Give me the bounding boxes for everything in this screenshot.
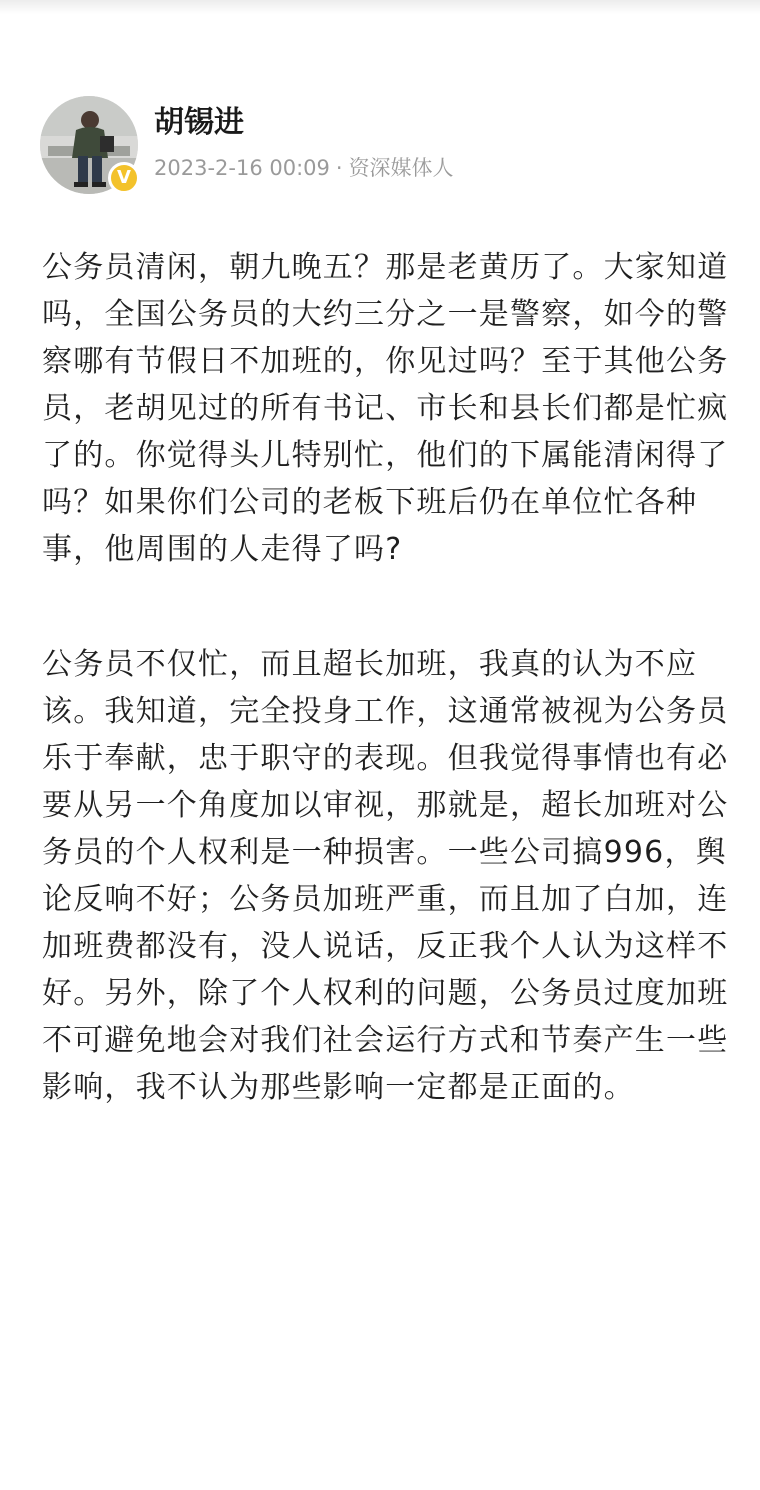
- author-name[interactable]: 胡锡进: [154, 105, 244, 140]
- post-body: [42, 244, 732, 1111]
- post-meta: [154, 154, 454, 182]
- post-paragraph-2: 公务员不仅忙，而且超长加班，我真的认为不应该。我知道，完全投身工作，这通常被视为公务员乐于奉献，忠于职守的表现。但我觉得事情也有必要从另一个角度加以审视，那就是，超长加班对公务员的个人权利是一种损害。一些公司搞996，舆论反响不好；公务员加班严重，而且加了白加，连加班费都没有，没人说话，反正我个人认为这样不好。另外，除了个人权利的问题，公务员过度加班不可避免地会对我们社会运行方式和节奏产生一些影响，我不认为那些影响一定都是正面的。: [42, 647, 729, 1105]
- post-timestamp: 2023-2-16 00:09: [154, 156, 330, 180]
- verified-v-icon: V: [108, 162, 140, 194]
- post-paragraph-1: 公务员清闲，朝九晚五？那是老黄历了。大家知道吗，全国公务员的大约三分之一是警察，如今的警察哪有节假日不加班的，你见过吗？至于其他公务员，老胡见过的所有书记、市长和县长们都是忙疯了的。你觉得头儿特别忙，他们的下属能清闲得了吗？如果你们公司的老板下班后仍在单位忙各种事，他周围的人走得了吗?: [42, 250, 729, 567]
- post-header: [40, 96, 720, 196]
- author-title: 资深媒体人: [348, 156, 454, 180]
- top-edge-shadow: [0, 0, 760, 14]
- meta-separator: ·: [335, 156, 343, 180]
